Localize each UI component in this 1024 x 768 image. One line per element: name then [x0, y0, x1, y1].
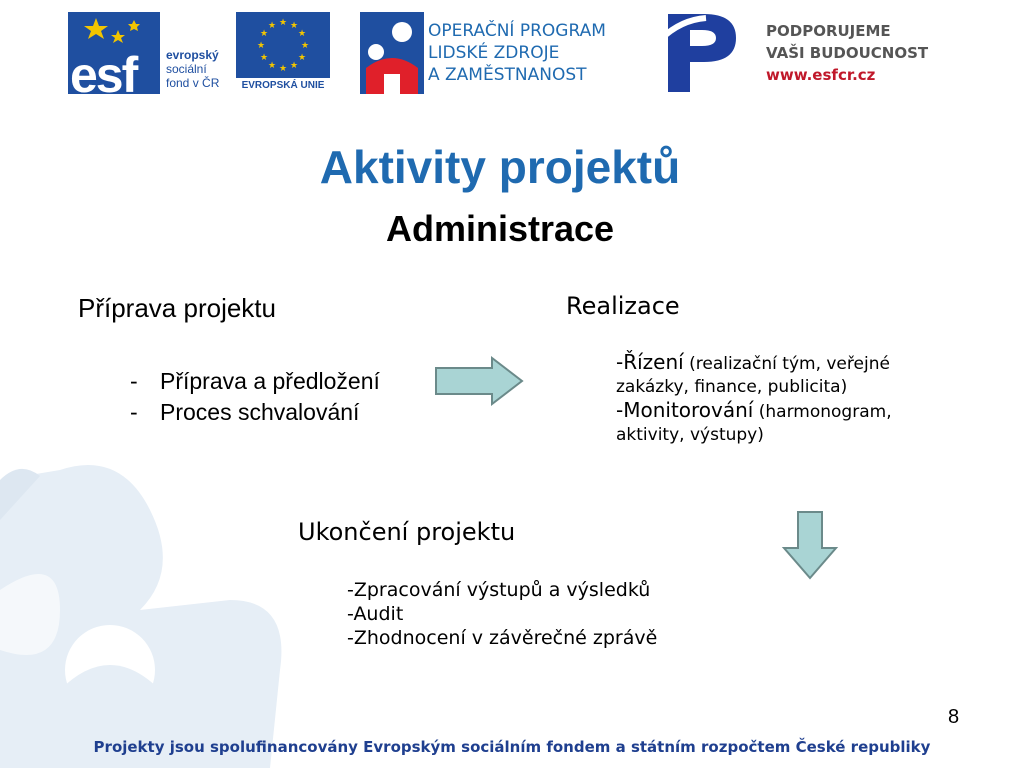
item-text: Proces schvalování	[160, 399, 360, 425]
op-figure-icon	[360, 12, 424, 94]
list-item	[130, 397, 380, 428]
esf-line-2: sociální	[166, 62, 207, 76]
item-main: -Monitorování	[616, 398, 754, 422]
svg-text:★: ★	[259, 53, 269, 63]
op-line-3: A ZAMĚSTNANOST	[428, 65, 587, 85]
eu-caption: EVROPSKÁ UNIE	[241, 80, 325, 91]
esf-letters: esf	[70, 47, 137, 103]
list-item: -Zhodnocení v závěrečné zprávě	[347, 627, 658, 649]
bullet-dash: -	[130, 368, 138, 394]
svg-text:★: ★	[259, 29, 269, 39]
item-main: -Řízení	[616, 350, 684, 374]
svg-text:★: ★	[297, 29, 307, 39]
list-realizace	[616, 351, 961, 447]
list-item: -Zpracování výstupů a výsledků	[347, 579, 651, 601]
svg-text:★: ★	[256, 41, 266, 51]
eu-logo	[236, 12, 330, 94]
list-ukonceni	[347, 578, 657, 650]
support-line-2: VAŠI BUDOUCNOST	[766, 44, 929, 62]
heading-realizace: Realizace	[566, 292, 680, 320]
esf-line-1: evropský	[166, 48, 219, 62]
footer-text: Projekty jsou spolufinancovány Evropským sociálním fondem a státním rozpočtem České republiky	[93, 738, 931, 756]
list-item	[130, 366, 380, 397]
op-line-2: LIDSKÉ ZDROJE	[428, 43, 560, 63]
svg-text:★: ★	[267, 21, 277, 31]
list-item	[616, 399, 961, 447]
slide-subtitle: Administrace	[385, 208, 615, 249]
svg-text:★: ★	[297, 53, 307, 63]
svg-text:★: ★	[267, 61, 277, 71]
svg-text:★: ★	[278, 18, 288, 28]
arrow-right-icon	[434, 356, 524, 406]
support-text	[766, 20, 966, 86]
svg-text:★: ★	[289, 21, 299, 31]
heading-priprava-projektu: Příprava projektu	[78, 293, 276, 323]
list-item: -Audit	[347, 603, 404, 625]
svg-text:★: ★	[300, 41, 310, 51]
op-line-1: OPERAČNÍ PROGRAM	[428, 21, 606, 41]
puzzle-piece-decoration	[0, 440, 300, 768]
svg-text:★: ★	[278, 64, 288, 74]
slide-title: Aktivity projektů	[319, 141, 681, 193]
arrow-down-icon	[780, 510, 840, 580]
svg-text:★: ★	[289, 61, 299, 71]
list-priprava	[130, 366, 380, 428]
support-url: www.esfcr.cz	[766, 66, 876, 84]
op-lzz-text	[428, 20, 658, 86]
esf-line-3: fond v ČR	[166, 76, 220, 90]
item-detail: (realizační tým, veřejné zakázky, finance, publicita)	[616, 354, 890, 397]
esf-logo	[68, 12, 228, 103]
page-number: 8	[948, 706, 960, 728]
item-text: Příprava a předložení	[160, 368, 380, 394]
list-item	[616, 351, 961, 399]
p-logo-icon	[660, 10, 740, 96]
bullet-dash: -	[130, 399, 138, 425]
item-detail: (harmonogram, aktivity, výstupy)	[616, 402, 892, 445]
heading-ukonceni-projektu: Ukončení projektu	[298, 518, 516, 546]
eu-flag-icon	[236, 12, 330, 78]
support-line-1: PODPORUJEME	[766, 22, 891, 40]
